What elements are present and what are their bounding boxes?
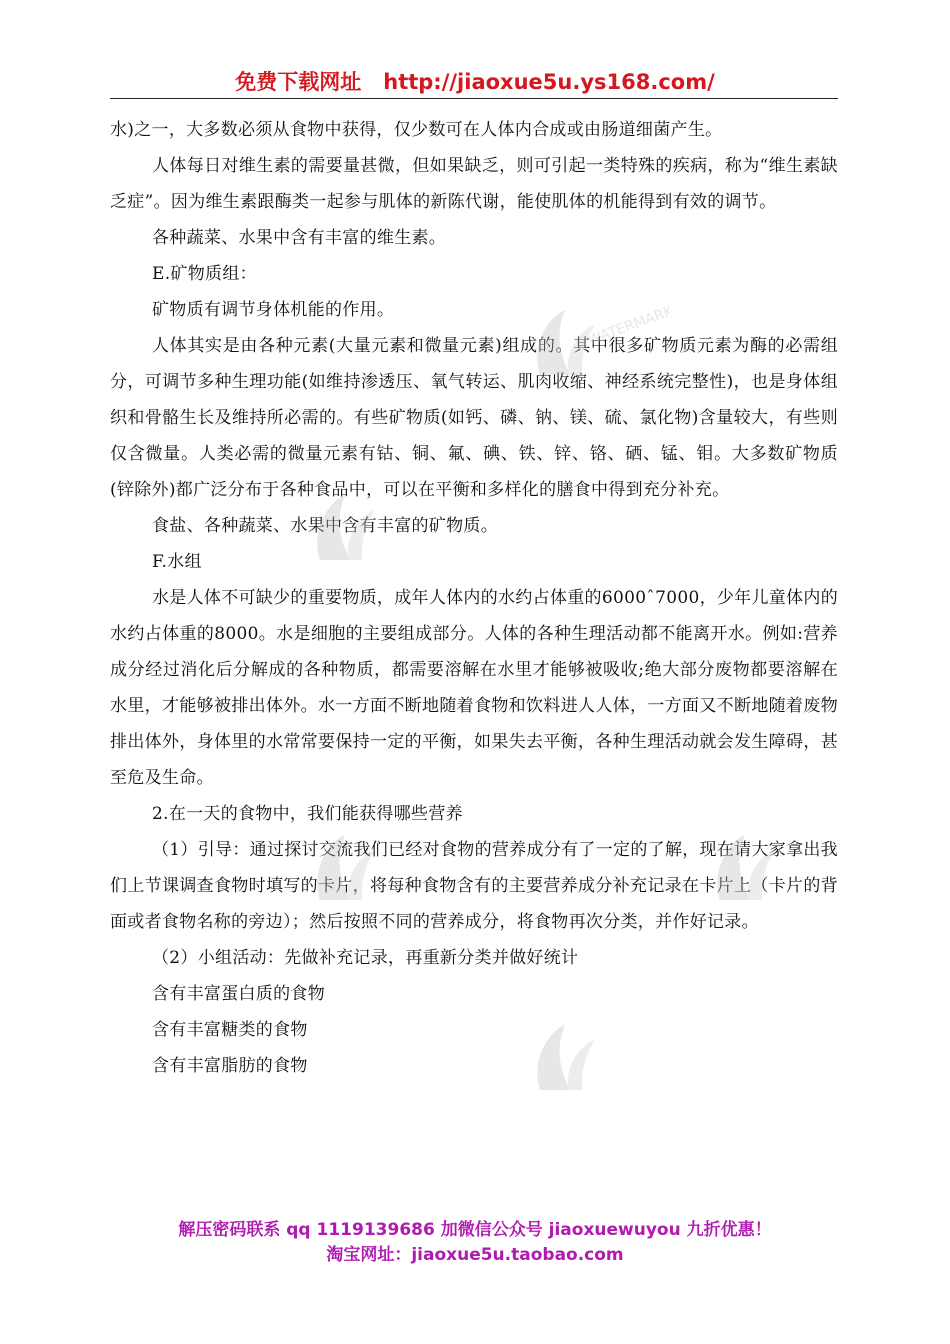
paragraph: 各种蔬菜、水果中含有丰富的维生素。	[152, 228, 447, 248]
footer-contact-line: 解压密码联系 qq 1119139686 加微信公众号 jiaoxuewuyou 九折优惠！	[178, 1220, 772, 1240]
paragraph: 矿物质有调节身体机能的作用。	[152, 300, 395, 320]
header-url-link[interactable]: http://jiaoxue5u.ys168.com/	[383, 70, 715, 94]
list-item: 含有丰富蛋白质的食物	[152, 984, 325, 1004]
paragraph: 食盐、各种蔬菜、水果中含有丰富的矿物质。	[152, 516, 498, 536]
paragraph: 水是人体不可缺少的重要物质，成年人体内的水约占体重的6000ˆ7000，少年儿童体内的水约占体重的8000。水是细胞的主要组成部分。人体的各种生理活动都不能离开水。例如:营养成分经过消化后分解成的各种物质，都需要溶解在水里才能够被吸收;绝大部分废物都要溶解在水里，才能够被排出体外。水一方面不断地随着食物和饮料进人人体，一方面又不断地随着废物排出体外，身体里的水常常要保持一定的平衡，如果失去平衡，各种生理活动就会发生障碍，甚至危及生命。	[110, 588, 838, 788]
header-label: 免费下载网址	[235, 70, 362, 94]
footer-shop-link[interactable]: 淘宝网址：jiaoxue5u.taobao.com	[326, 1245, 624, 1265]
paragraph: （1）引导：通过探讨交流我们已经对食物的营养成分有了一定的了解，现在请大家拿出我们上节课调查食物时填写的卡片，将每种食物含有的主要营养成分补充记录在卡片上（卡片的背面或者食物名称的旁边）；然后按照不同的营养成分，将食物再次分类，并作好记录。	[110, 840, 838, 932]
page-header	[0, 66, 950, 96]
section-heading: 2.在一天的食物中，我们能获得哪些营养	[152, 804, 463, 824]
paragraph: 水)之一，大多数必须从食物中获得，仅少数可在人体内合成或由肠道细菌产生。	[110, 120, 723, 140]
svg-text:WATERMARK: WATERMARK	[585, 305, 670, 349]
section-heading: E.矿物质组：	[152, 264, 257, 284]
header-divider	[110, 98, 838, 99]
paragraph: 人体每日对维生素的需要量甚微，但如果缺乏，则可引起一类特殊的疾病，称为“维生素缺乏症”。因为维生素跟酶类一起参与肌体的新陈代谢，能使肌体的机能得到有效的调节。	[110, 156, 838, 212]
document-body	[110, 112, 838, 1084]
paragraph: （2）小组活动：先做补充记录，再重新分类并做好统计	[152, 948, 579, 968]
list-item: 含有丰富糖类的食物	[152, 1020, 308, 1040]
page-footer	[0, 1218, 950, 1268]
section-heading: F.水组	[152, 552, 202, 572]
paragraph: 人体其实是由各种元素(大量元素和微量元素)组成的。其中很多矿物质元素为酶的必需组分，可调节多种生理功能(如维持渗透压、氧气转运、肌肉收缩、神经系统完整性)，也是身体组织和骨骼生长及维持所必需的。有些矿物质(如钙、磷、钠、镁、硫、氯化物)含量较大，有些则仅含微量。人类必需的微量元素有钴、铜、氟、碘、铁、锌、铬、硒、锰、钼。大多数矿物质(锌除外)都广泛分布于各种食品中，可以在平衡和多样化的膳食中得到充分补充。	[110, 336, 838, 500]
list-item: 含有丰富脂肪的食物	[152, 1056, 308, 1076]
